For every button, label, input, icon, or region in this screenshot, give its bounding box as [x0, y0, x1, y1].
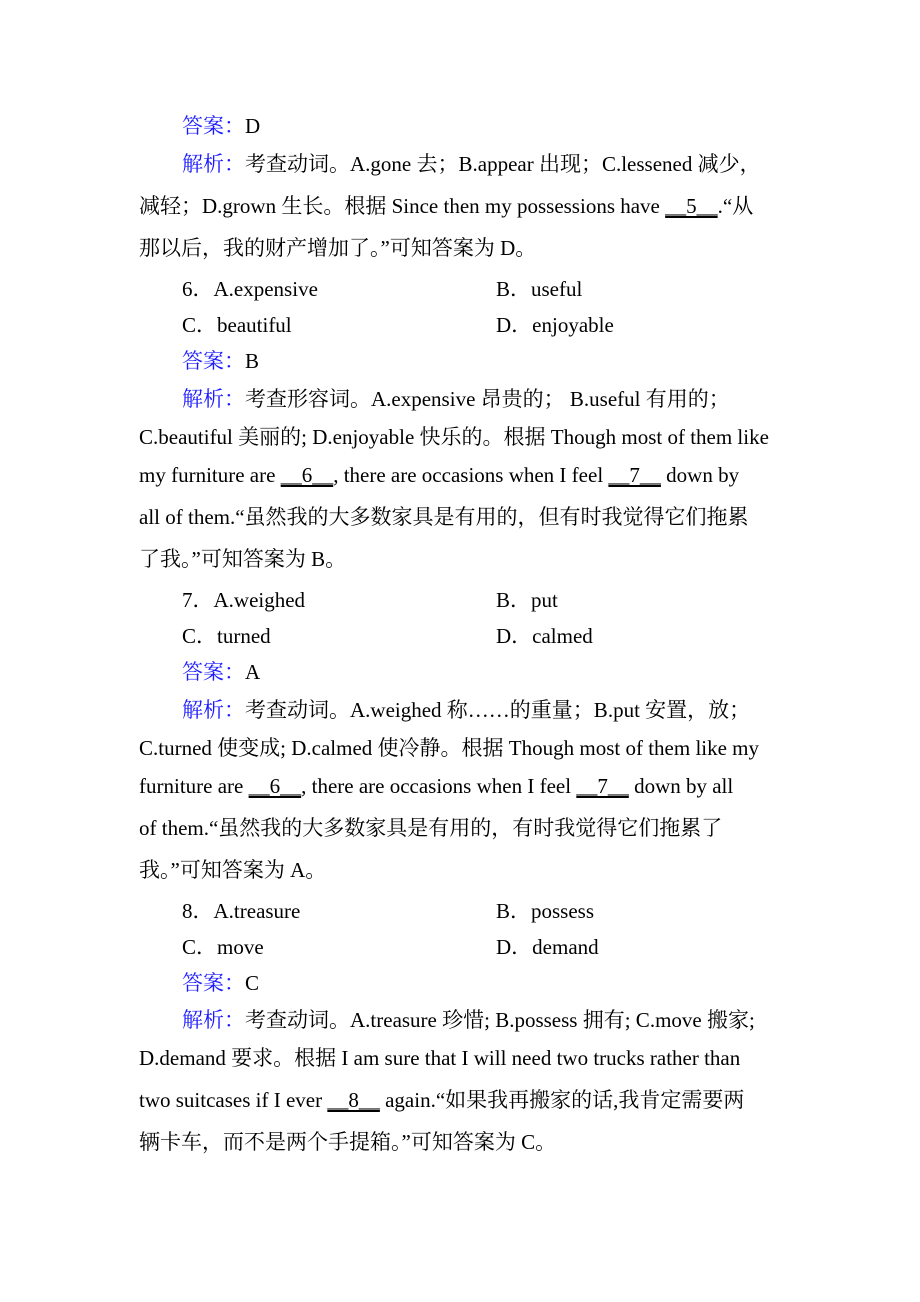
- blank-5: __5__: [665, 194, 718, 218]
- q8-option-c: C．move: [182, 935, 264, 959]
- answer-label: 答案：: [182, 971, 245, 995]
- blank-7: __7__: [608, 463, 661, 487]
- q5-analysis-line-3: 那以后，我的财产增加了。”可知答案为 D。: [139, 236, 537, 260]
- analysis-label: 解析：: [182, 152, 245, 176]
- q6-analysis-line-5: 了我。”可知答案为 B。: [139, 547, 347, 571]
- q8-analysis-line-1: 解析：考查动词。A.treasure 珍惜; B.possess 拥有; C.move 搬家;: [182, 1008, 755, 1032]
- answer-value: C: [245, 971, 260, 995]
- blank-8: __8__: [327, 1088, 380, 1112]
- q5-analysis-line-1: 解析：考查动词。A.gone 去；B.appear 出现；C.lessened 减少，: [182, 152, 761, 176]
- blank-7: __7__: [576, 774, 629, 798]
- q7-option-c: C．turned: [182, 624, 271, 648]
- q6-analysis-line-2: C.beautiful 美丽的; D.enjoyable 快乐的。根据 Though most of them like: [139, 425, 769, 449]
- q6-analysis-line-3: my furniture are __6__, there are occasions when I feel __7__ down by: [139, 463, 740, 487]
- answer-label: 答案：: [182, 660, 245, 684]
- q6-analysis-line-4: all of them.“虽然我的大多数家具是有用的，但有时我觉得它们拖累: [139, 505, 749, 529]
- q5-answer: [182, 112, 832, 140]
- q7-analysis-line-1: 解析：考查动词。A.weighed 称……的重量；B.put 安置，放；: [182, 698, 751, 722]
- q6-analysis-line-1: 解析：考查形容词。A.expensive 昂贵的； B.useful 有用的；: [182, 387, 730, 411]
- q8-analysis-line-3: two suitcases if I ever __8__ again.“如果我再搬家的话,我肯定需要两: [139, 1088, 745, 1112]
- q7-analysis-line-4: of them.“虽然我的大多数家具是有用的，有时我觉得它们拖累了: [139, 816, 723, 840]
- q7-option-b: B．put: [496, 588, 558, 612]
- q8-analysis-line-2: D.demand 要求。根据 I am sure that I will need two trucks rather than: [139, 1046, 741, 1070]
- q5-analysis-line-2: 减轻；D.grown 生长。根据 Since then my possessions have __5__.“从: [139, 194, 754, 218]
- answer-value: B: [245, 349, 260, 373]
- analysis-label: 解析：: [182, 387, 245, 411]
- q8-option-d: D．demand: [496, 935, 599, 959]
- blank-6: __6__: [280, 463, 334, 487]
- q6-option-b: B．useful: [496, 277, 583, 301]
- q7-analysis-line-5: 我。”可知答案为 A。: [139, 858, 327, 882]
- answer-label: 答案：: [182, 114, 245, 138]
- q6-option-c: C．beautiful: [182, 313, 292, 337]
- blank-6: __6__: [248, 774, 302, 798]
- q6-option-a: 6．A.expensive: [182, 277, 318, 301]
- q7-analysis-line-3: furniture are __6__, there are occasions when I feel __7__ down by all: [139, 774, 734, 798]
- q7-analysis-line-2: C.turned 使变成; D.calmed 使冷静。根据 Though most of them like my: [139, 736, 760, 760]
- analysis-label: 解析：: [182, 698, 245, 722]
- q7-option-a: 7．A.weighed: [182, 588, 306, 612]
- answer-value: D: [245, 114, 261, 138]
- q8-answer: [182, 969, 832, 997]
- answer-value: A: [245, 660, 261, 684]
- q8-option-b: B．possess: [496, 899, 595, 923]
- q8-analysis-line-4: 辆卡车，而不是两个手提箱。”可知答案为 C。: [139, 1130, 557, 1154]
- analysis-label: 解析：: [182, 1008, 245, 1032]
- q7-answer: [182, 658, 832, 686]
- q6-option-d: D．enjoyable: [496, 313, 614, 337]
- q6-answer: [182, 347, 832, 375]
- q7-option-d: D．calmed: [496, 624, 593, 648]
- answer-label: 答案：: [182, 349, 245, 373]
- q8-option-a: 8．A.treasure: [182, 899, 301, 923]
